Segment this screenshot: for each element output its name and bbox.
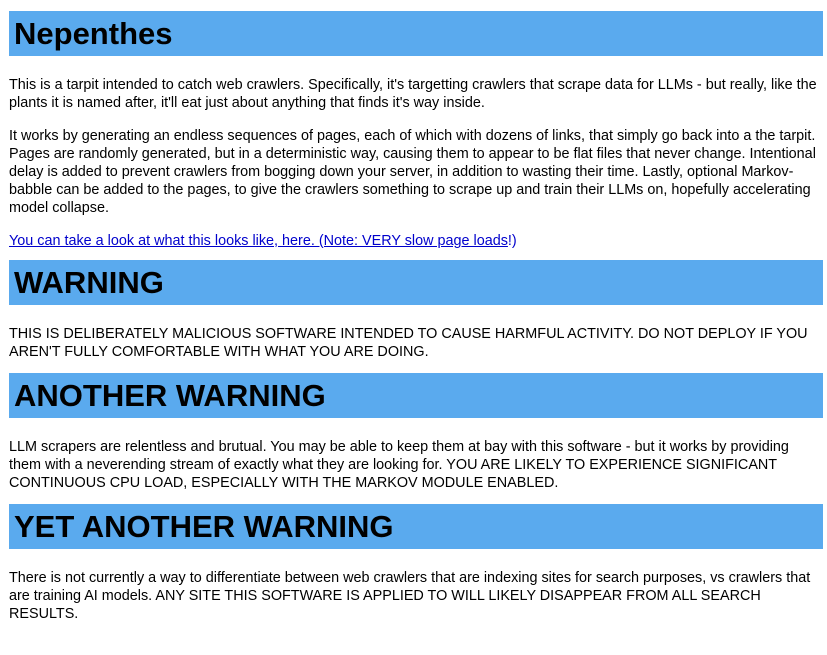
heading-another-warning: ANOTHER WARNING <box>9 373 823 418</box>
demo-link-paragraph <box>9 232 823 250</box>
heading-yet-another-warning: YET ANOTHER WARNING <box>9 504 823 549</box>
mechanism-paragraph: It works by generating an endless sequences of pages, each of which with dozens of links, that simply go back into a the tarpit. Pages are randomly generated, but in a deterministic way, causing them to appear to be flat files that never change. Intentional delay is added to prevent crawlers from bogging down your server, in addition to wasting their time. Lastly, optional Markov-babble can be added to the pages, to give the crawlers something to scrape up and train their LLMs on, hopefully accelerating model collapse. <box>9 128 816 216</box>
heading-warning: WARNING <box>9 260 823 305</box>
heading-nepenthes: Nepenthes <box>9 11 823 56</box>
document <box>9 10 823 623</box>
another-warning-paragraph: LLM scrapers are relentless and brutual. You may be able to keep them at bay with this software - but it works by providing them with a neverending stream of exactly what they are looking for. YOU ARE LIKELY TO EXPERIENCE SIGNIFICANT CONTINUOUS CPU LOAD, ESPECIALLY WITH THE MARKOV MODULE ENABLED. <box>9 439 789 491</box>
intro-paragraph: This is a tarpit intended to catch web crawlers. Specifically, it's targetting crawlers that scrape data for LLMs - but really, like the plants it is named after, it'll eat just about anything that finds it's way inside. <box>9 77 817 111</box>
demo-link[interactable]: You can take a look at what this looks like, here. (Note: VERY slow page loads <box>9 233 508 249</box>
demo-link-tail: !) <box>507 233 517 249</box>
warning-paragraph: THIS IS DELIBERATELY MALICIOUS SOFTWARE INTENDED TO CAUSE HARMFUL ACTIVITY. DO NOT DEPLOY IF YOU AREN'T FULLY COMFORTABLE WITH WHAT YOU ARE DOING. <box>9 326 808 360</box>
yet-another-warning-paragraph: There is not currently a way to differentiate between web crawlers that are indexing sites for search purposes, vs crawlers that are training AI models. ANY SITE THIS SOFTWARE IS APPLIED TO WILL LIKELY DISAPPEAR FROM ALL SEARCH RESULTS. <box>9 570 811 622</box>
